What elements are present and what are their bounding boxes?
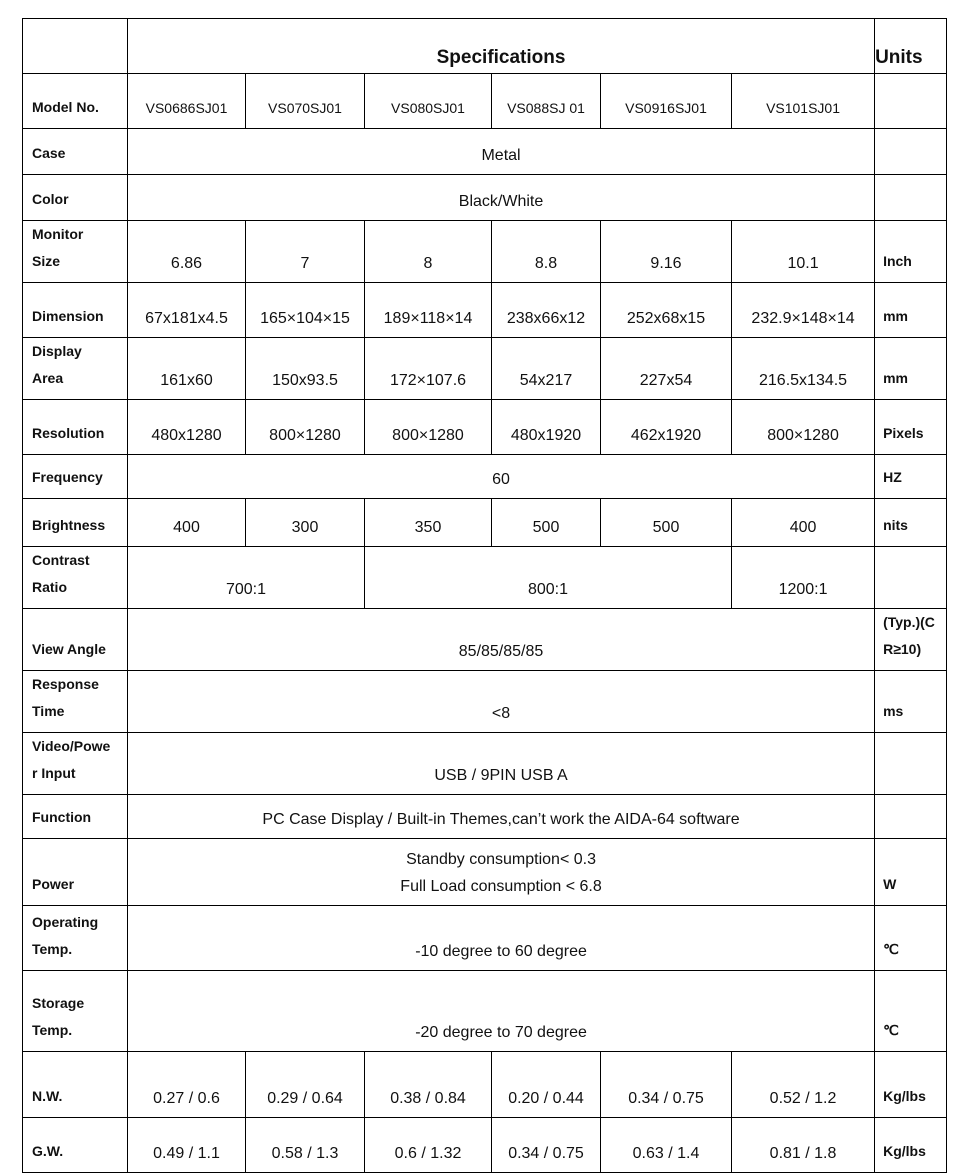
dimension-row [23, 283, 947, 338]
brightness-cell: 350 [365, 499, 492, 547]
header-corner [23, 19, 128, 74]
display-area-cell: 161x60 [128, 338, 246, 400]
net-weight-cell: 0.34 / 0.75 [601, 1052, 732, 1118]
label-line: Area [32, 370, 64, 386]
model-cell: VS088SJ 01 [492, 74, 601, 129]
response-time-unit: ms [875, 671, 947, 733]
display-area-cell: 216.5x134.5 [732, 338, 875, 400]
brightness-cell: 500 [601, 499, 732, 547]
label-line: Display [32, 343, 82, 359]
storage-temp-row [23, 971, 947, 1052]
contrast-unit [875, 547, 947, 609]
resolution-row [23, 400, 947, 455]
operating-temp-value: -10 degree to 60 degree [128, 906, 875, 971]
net-weight-cell: 0.38 / 0.84 [365, 1052, 492, 1118]
net-weight-cell: 0.20 / 0.44 [492, 1052, 601, 1118]
power-line: Standby consumption< 0.3 [406, 851, 596, 868]
unit-line: R≥10) [883, 641, 922, 657]
operating-temp-row [23, 906, 947, 971]
resolution-cell: 480x1280 [128, 400, 246, 455]
brightness-cell: 500 [492, 499, 601, 547]
display-area-row [23, 338, 947, 400]
case-label: Case [23, 129, 128, 175]
storage-temp-unit: ℃ [875, 971, 947, 1052]
display-area-unit: mm [875, 338, 947, 400]
video-power-value: USB / 9PIN USB A [128, 733, 875, 795]
color-row [23, 175, 947, 221]
model-cell: VS080SJ01 [365, 74, 492, 129]
label-line: Contrast [32, 552, 90, 568]
case-unit [875, 129, 947, 175]
model-label: Model No. [23, 74, 128, 129]
contrast-cell: 800:1 [365, 547, 732, 609]
frequency-label: Frequency [23, 455, 128, 499]
contrast-cell: 1200:1 [732, 547, 875, 609]
display-area-cell: 227x54 [601, 338, 732, 400]
power-row [23, 839, 947, 906]
label-line: Temp. [32, 941, 73, 957]
view-angle-label: View Angle [23, 609, 128, 671]
size-cell: 9.16 [601, 221, 732, 283]
header-row [23, 19, 947, 74]
storage-temp-label [23, 971, 128, 1052]
resolution-cell: 800×1280 [365, 400, 492, 455]
function-unit [875, 795, 947, 839]
label-line: Monitor [32, 226, 84, 242]
resolution-cell: 800×1280 [246, 400, 365, 455]
size-cell: 7 [246, 221, 365, 283]
label-line: Video/Powe [32, 738, 111, 754]
monitor-size-row [23, 221, 947, 283]
label-line: Ratio [32, 579, 67, 595]
view-angle-unit [875, 609, 947, 671]
function-label: Function [23, 795, 128, 839]
dimension-label: Dimension [23, 283, 128, 338]
response-time-value: <8 [128, 671, 875, 733]
label-line: Operating [32, 914, 99, 930]
brightness-cell: 400 [128, 499, 246, 547]
gross-weight-cell: 0.81 / 1.8 [732, 1118, 875, 1173]
unit-line: (Typ.)(C [883, 614, 935, 630]
frequency-unit: HZ [875, 455, 947, 499]
color-label: Color [23, 175, 128, 221]
power-line: Full Load consumption < 6.8 [400, 878, 602, 895]
video-power-label [23, 733, 128, 795]
size-unit: Inch [875, 221, 947, 283]
gross-weight-unit: Kg/lbs [875, 1118, 947, 1173]
dimension-cell: 238x66x12 [492, 283, 601, 338]
dimension-cell: 232.9×148×14 [732, 283, 875, 338]
net-weight-cell: 0.52 / 1.2 [732, 1052, 875, 1118]
resolution-label: Resolution [23, 400, 128, 455]
gross-weight-cell: 0.49 / 1.1 [128, 1118, 246, 1173]
display-area-cell: 150x93.5 [246, 338, 365, 400]
label-line: Storage [32, 995, 85, 1011]
label-line: Time [32, 703, 65, 719]
gross-weight-cell: 0.63 / 1.4 [601, 1118, 732, 1173]
operating-temp-unit: ℃ [875, 906, 947, 971]
contrast-row [23, 547, 947, 609]
power-unit: W [875, 839, 947, 906]
function-value: PC Case Display / Built-in Themes,can’t work the AIDA-64 software [128, 795, 875, 839]
contrast-label [23, 547, 128, 609]
contrast-cell: 700:1 [128, 547, 365, 609]
specifications-title: Specifications [128, 19, 875, 74]
frequency-row [23, 455, 947, 499]
dimension-cell: 189×118×14 [365, 283, 492, 338]
dimension-cell: 165×104×15 [246, 283, 365, 338]
label-line: Response [32, 676, 99, 692]
resolution-cell: 462x1920 [601, 400, 732, 455]
dimension-cell: 252x68x15 [601, 283, 732, 338]
gross-weight-cell: 0.6 / 1.32 [365, 1118, 492, 1173]
resolution-cell: 480x1920 [492, 400, 601, 455]
model-cell: VS0916SJ01 [601, 74, 732, 129]
net-weight-cell: 0.27 / 0.6 [128, 1052, 246, 1118]
label-line: Temp. [32, 1022, 73, 1038]
net-weight-label: N.W. [23, 1052, 128, 1118]
storage-temp-value: -20 degree to 70 degree [128, 971, 875, 1052]
power-value [128, 839, 875, 906]
video-power-row [23, 733, 947, 795]
case-row [23, 129, 947, 175]
brightness-unit: nits [875, 499, 947, 547]
model-cell: VS0686SJ01 [128, 74, 246, 129]
frequency-value: 60 [128, 455, 875, 499]
net-weight-unit: Kg/lbs [875, 1052, 947, 1118]
view-angle-value: 85/85/85/85 [128, 609, 875, 671]
video-power-unit [875, 733, 947, 795]
gross-weight-cell: 0.34 / 0.75 [492, 1118, 601, 1173]
size-cell: 10.1 [732, 221, 875, 283]
brightness-row [23, 499, 947, 547]
label-line: Size [32, 253, 61, 269]
brightness-cell: 300 [246, 499, 365, 547]
monitor-size-label [23, 221, 128, 283]
case-value: Metal [128, 129, 875, 175]
operating-temp-label [23, 906, 128, 971]
display-area-cell: 172×107.6 [365, 338, 492, 400]
units-title: Units [875, 19, 947, 74]
net-weight-cell: 0.29 / 0.64 [246, 1052, 365, 1118]
size-cell: 6.86 [128, 221, 246, 283]
color-value: Black/White [128, 175, 875, 221]
net-weight-row [23, 1052, 947, 1118]
model-row [23, 74, 947, 129]
color-unit [875, 175, 947, 221]
model-unit [875, 74, 947, 129]
function-row [23, 795, 947, 839]
response-time-row [23, 671, 947, 733]
size-cell: 8 [365, 221, 492, 283]
spec-table [22, 18, 947, 1173]
gross-weight-cell: 0.58 / 1.3 [246, 1118, 365, 1173]
model-cell: VS101SJ01 [732, 74, 875, 129]
gross-weight-row [23, 1118, 947, 1173]
model-cell: VS070SJ01 [246, 74, 365, 129]
resolution-cell: 800×1280 [732, 400, 875, 455]
label-line: r Input [32, 765, 76, 781]
brightness-label: Brightness [23, 499, 128, 547]
dimension-unit: mm [875, 283, 947, 338]
response-time-label [23, 671, 128, 733]
display-area-cell: 54x217 [492, 338, 601, 400]
dimension-cell: 67x181x4.5 [128, 283, 246, 338]
gross-weight-label: G.W. [23, 1118, 128, 1173]
resolution-unit: Pixels [875, 400, 947, 455]
view-angle-row [23, 609, 947, 671]
brightness-cell: 400 [732, 499, 875, 547]
power-label: Power [23, 839, 128, 906]
size-cell: 8.8 [492, 221, 601, 283]
display-area-label [23, 338, 128, 400]
